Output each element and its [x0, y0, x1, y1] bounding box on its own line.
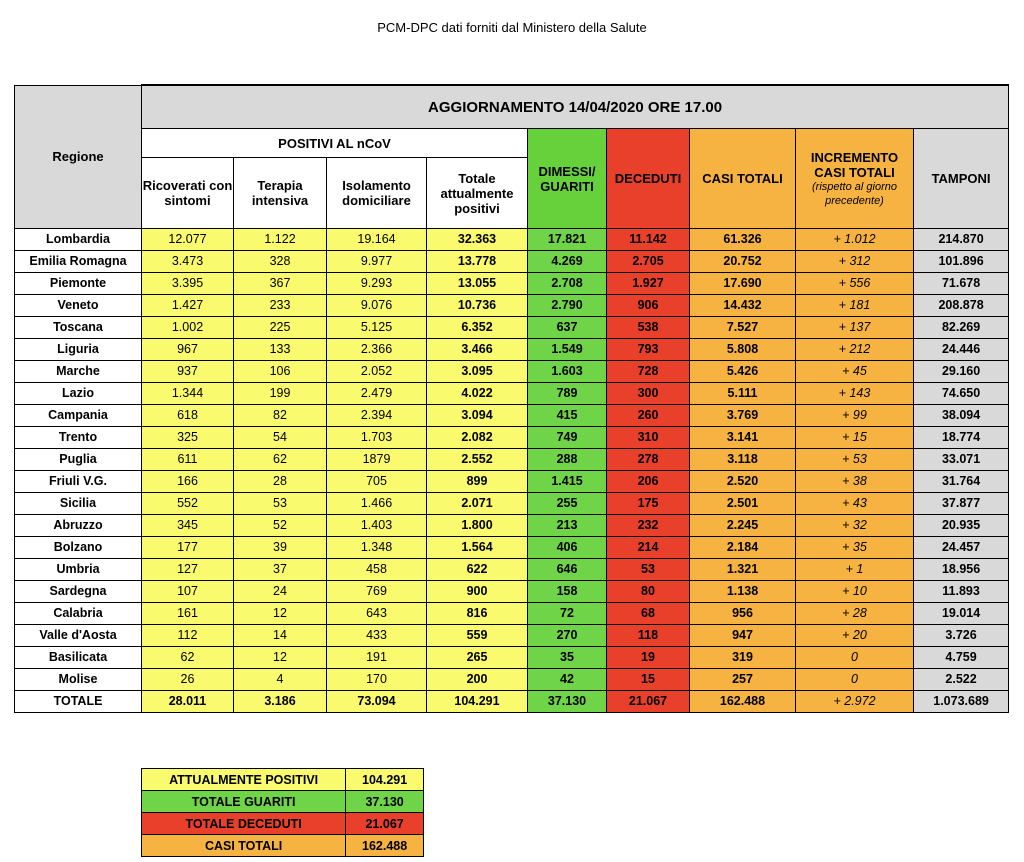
cell-dimessi: 749	[528, 427, 607, 449]
cell-casi-totali: 3.141	[690, 427, 796, 449]
cell-isolamento: 9.293	[327, 273, 427, 295]
cell-terapia: 54	[234, 427, 327, 449]
cell-region: Toscana	[15, 317, 142, 339]
cell-dimessi: 789	[528, 383, 607, 405]
table-row	[15, 537, 1009, 559]
header-incremento	[796, 129, 914, 229]
header-deceduti: DECEDUTI	[607, 129, 690, 229]
cell-terapia: 133	[234, 339, 327, 361]
cell-incremento: + 137	[796, 317, 914, 339]
total-terapia: 3.186	[234, 691, 327, 713]
cell-deceduti: 206	[607, 471, 690, 493]
cell-dimessi: 2.708	[528, 273, 607, 295]
cell-ricoverati: 618	[142, 405, 234, 427]
cell-ricoverati: 26	[142, 669, 234, 691]
total-deceduti: 21.067	[607, 691, 690, 713]
cell-incremento: + 10	[796, 581, 914, 603]
cell-dimessi: 415	[528, 405, 607, 427]
cell-totale-positivi: 10.736	[427, 295, 528, 317]
cell-region: Valle d'Aosta	[15, 625, 142, 647]
cell-isolamento: 1.403	[327, 515, 427, 537]
cell-region: Calabria	[15, 603, 142, 625]
cell-dimessi: 1.415	[528, 471, 607, 493]
cell-isolamento: 1.703	[327, 427, 427, 449]
cell-dimessi: 4.269	[528, 251, 607, 273]
cell-totale-positivi: 32.363	[427, 229, 528, 251]
cell-incremento: + 143	[796, 383, 914, 405]
cell-deceduti: 310	[607, 427, 690, 449]
cell-ricoverati: 967	[142, 339, 234, 361]
cell-tamponi: 24.446	[914, 339, 1009, 361]
cell-tamponi: 18.956	[914, 559, 1009, 581]
cell-casi-totali: 947	[690, 625, 796, 647]
table-row	[15, 471, 1009, 493]
table-row	[15, 515, 1009, 537]
table-row	[15, 427, 1009, 449]
cell-dimessi: 1.549	[528, 339, 607, 361]
table-row	[15, 603, 1009, 625]
cell-deceduti: 232	[607, 515, 690, 537]
table-row	[15, 625, 1009, 647]
cell-tamponi: 214.870	[914, 229, 1009, 251]
cell-tamponi: 82.269	[914, 317, 1009, 339]
cell-region: Marche	[15, 361, 142, 383]
cell-casi-totali: 5.426	[690, 361, 796, 383]
cell-terapia: 225	[234, 317, 327, 339]
cell-deceduti: 278	[607, 449, 690, 471]
cell-tamponi: 71.678	[914, 273, 1009, 295]
cell-casi-totali: 7.527	[690, 317, 796, 339]
cell-region: Bolzano	[15, 537, 142, 559]
cell-deceduti: 80	[607, 581, 690, 603]
cell-region: Friuli V.G.	[15, 471, 142, 493]
cell-region: Liguria	[15, 339, 142, 361]
cell-dimessi: 158	[528, 581, 607, 603]
header-regione: Regione	[15, 85, 142, 229]
cell-incremento: + 32	[796, 515, 914, 537]
cell-ricoverati: 177	[142, 537, 234, 559]
cell-tamponi: 37.877	[914, 493, 1009, 515]
summary-row	[142, 835, 424, 857]
cell-totale-positivi: 3.095	[427, 361, 528, 383]
cell-ricoverati: 611	[142, 449, 234, 471]
cell-ricoverati: 937	[142, 361, 234, 383]
cell-ricoverati: 112	[142, 625, 234, 647]
cell-dimessi: 270	[528, 625, 607, 647]
cell-tamponi: 11.893	[914, 581, 1009, 603]
total-isolamento: 73.094	[327, 691, 427, 713]
cell-ricoverati: 62	[142, 647, 234, 669]
table-row	[15, 449, 1009, 471]
cell-terapia: 62	[234, 449, 327, 471]
cell-region: Trento	[15, 427, 142, 449]
cell-casi-totali: 3.118	[690, 449, 796, 471]
cell-incremento: + 35	[796, 537, 914, 559]
cell-dimessi: 406	[528, 537, 607, 559]
cell-casi-totali: 14.432	[690, 295, 796, 317]
cell-deceduti: 906	[607, 295, 690, 317]
summary-row	[142, 791, 424, 813]
cell-terapia: 37	[234, 559, 327, 581]
cell-terapia: 24	[234, 581, 327, 603]
cell-isolamento: 9.977	[327, 251, 427, 273]
cell-incremento: + 38	[796, 471, 914, 493]
table-row	[15, 339, 1009, 361]
table-row	[15, 295, 1009, 317]
cell-terapia: 233	[234, 295, 327, 317]
cell-deceduti: 300	[607, 383, 690, 405]
summary-row	[142, 813, 424, 835]
cell-totale-positivi: 2.082	[427, 427, 528, 449]
cell-incremento: 0	[796, 669, 914, 691]
cell-isolamento: 458	[327, 559, 427, 581]
cell-casi-totali: 20.752	[690, 251, 796, 273]
cell-tamponi: 31.764	[914, 471, 1009, 493]
cell-totale-positivi: 1.564	[427, 537, 528, 559]
cell-incremento: + 45	[796, 361, 914, 383]
cell-isolamento: 1.466	[327, 493, 427, 515]
cell-totale-positivi: 4.022	[427, 383, 528, 405]
cell-tamponi: 33.071	[914, 449, 1009, 471]
cell-casi-totali: 2.501	[690, 493, 796, 515]
summary-table	[141, 768, 424, 857]
header-incremento-note: (rispetto al giorno precedente)	[812, 180, 897, 207]
cell-incremento: + 20	[796, 625, 914, 647]
cell-tamponi: 19.014	[914, 603, 1009, 625]
cell-region: Lombardia	[15, 229, 142, 251]
summary-label: TOTALE GUARITI	[142, 791, 346, 813]
cell-isolamento: 433	[327, 625, 427, 647]
cell-totale-positivi: 900	[427, 581, 528, 603]
cell-casi-totali: 956	[690, 603, 796, 625]
cell-casi-totali: 17.690	[690, 273, 796, 295]
cell-terapia: 367	[234, 273, 327, 295]
cell-ricoverati: 1.344	[142, 383, 234, 405]
cell-ricoverati: 161	[142, 603, 234, 625]
cell-ricoverati: 1.427	[142, 295, 234, 317]
cell-ricoverati: 107	[142, 581, 234, 603]
cell-tamponi: 24.457	[914, 537, 1009, 559]
header-ricoverati: Ricoverati con sintomi	[142, 158, 234, 229]
cell-isolamento: 9.076	[327, 295, 427, 317]
cell-isolamento: 769	[327, 581, 427, 603]
summary-label: CASI TOTALI	[142, 835, 346, 857]
total-dimessi: 37.130	[528, 691, 607, 713]
cell-region: Molise	[15, 669, 142, 691]
cell-terapia: 14	[234, 625, 327, 647]
cell-ricoverati: 3.395	[142, 273, 234, 295]
cell-tamponi: 101.896	[914, 251, 1009, 273]
table-row	[15, 559, 1009, 581]
cell-tamponi: 29.160	[914, 361, 1009, 383]
summary-label: ATTUALMENTE POSITIVI	[142, 769, 346, 791]
cell-deceduti: 214	[607, 537, 690, 559]
cell-isolamento: 2.479	[327, 383, 427, 405]
cell-incremento: + 556	[796, 273, 914, 295]
cell-deceduti: 175	[607, 493, 690, 515]
cell-region: Sardegna	[15, 581, 142, 603]
cell-incremento: + 212	[796, 339, 914, 361]
cell-terapia: 53	[234, 493, 327, 515]
cell-incremento: + 99	[796, 405, 914, 427]
cell-terapia: 1.122	[234, 229, 327, 251]
cell-region: Lazio	[15, 383, 142, 405]
table-row	[15, 317, 1009, 339]
cell-terapia: 328	[234, 251, 327, 273]
cell-ricoverati: 552	[142, 493, 234, 515]
cell-deceduti: 118	[607, 625, 690, 647]
cell-totale-positivi: 13.778	[427, 251, 528, 273]
cell-region: Abruzzo	[15, 515, 142, 537]
cell-ricoverati: 3.473	[142, 251, 234, 273]
cell-deceduti: 728	[607, 361, 690, 383]
cell-dimessi: 72	[528, 603, 607, 625]
cell-dimessi: 637	[528, 317, 607, 339]
cell-tamponi: 74.650	[914, 383, 1009, 405]
cell-totale-positivi: 1.800	[427, 515, 528, 537]
cell-terapia: 28	[234, 471, 327, 493]
cell-totale-positivi: 200	[427, 669, 528, 691]
cell-incremento: + 53	[796, 449, 914, 471]
cell-ricoverati: 1.002	[142, 317, 234, 339]
header-tamponi: TAMPONI	[914, 129, 1009, 229]
cell-terapia: 39	[234, 537, 327, 559]
cell-region: Piemonte	[15, 273, 142, 295]
cell-casi-totali: 2.245	[690, 515, 796, 537]
cell-region: Umbria	[15, 559, 142, 581]
cell-dimessi: 646	[528, 559, 607, 581]
table-row	[15, 581, 1009, 603]
cell-terapia: 12	[234, 647, 327, 669]
cell-dimessi: 288	[528, 449, 607, 471]
total-totale-positivi: 104.291	[427, 691, 528, 713]
cell-totale-positivi: 3.466	[427, 339, 528, 361]
cell-totale-positivi: 899	[427, 471, 528, 493]
table-row	[15, 405, 1009, 427]
cell-isolamento: 19.164	[327, 229, 427, 251]
cell-deceduti: 19	[607, 647, 690, 669]
cell-incremento: + 43	[796, 493, 914, 515]
cell-isolamento: 1.348	[327, 537, 427, 559]
header-positivi: POSITIVI AL nCoV	[142, 129, 528, 158]
table-row	[15, 493, 1009, 515]
cell-deceduti: 53	[607, 559, 690, 581]
cell-casi-totali: 2.184	[690, 537, 796, 559]
table-row	[15, 251, 1009, 273]
cell-casi-totali: 1.321	[690, 559, 796, 581]
cell-incremento: + 181	[796, 295, 914, 317]
cell-casi-totali: 5.111	[690, 383, 796, 405]
table-row	[15, 229, 1009, 251]
table-body	[15, 229, 1009, 713]
cell-dimessi: 213	[528, 515, 607, 537]
header-incremento-label: INCREMENTO CASI TOTALI	[810, 149, 899, 180]
header-casi-totali: CASI TOTALI	[690, 129, 796, 229]
cell-totale-positivi: 2.071	[427, 493, 528, 515]
cell-region: Campania	[15, 405, 142, 427]
header-terapia: Terapia intensiva	[234, 158, 327, 229]
table-row	[15, 273, 1009, 295]
cell-deceduti: 1.927	[607, 273, 690, 295]
cell-dimessi: 1.603	[528, 361, 607, 383]
cell-tamponi: 20.935	[914, 515, 1009, 537]
cell-totale-positivi: 13.055	[427, 273, 528, 295]
cell-deceduti: 538	[607, 317, 690, 339]
cell-region: Puglia	[15, 449, 142, 471]
table-row	[15, 669, 1009, 691]
cell-casi-totali: 61.326	[690, 229, 796, 251]
cell-tamponi: 208.878	[914, 295, 1009, 317]
cell-ricoverati: 127	[142, 559, 234, 581]
total-ricoverati: 28.011	[142, 691, 234, 713]
summary-value: 104.291	[346, 769, 424, 791]
summary-row	[142, 769, 424, 791]
summary-value: 37.130	[346, 791, 424, 813]
cell-incremento: 0	[796, 647, 914, 669]
cell-isolamento: 2.052	[327, 361, 427, 383]
cell-isolamento: 643	[327, 603, 427, 625]
cell-region: Basilicata	[15, 647, 142, 669]
cell-tamponi: 2.522	[914, 669, 1009, 691]
cell-totale-positivi: 559	[427, 625, 528, 647]
cell-casi-totali: 5.808	[690, 339, 796, 361]
total-row	[15, 691, 1009, 713]
summary-label: TOTALE DECEDUTI	[142, 813, 346, 835]
cell-isolamento: 1879	[327, 449, 427, 471]
cell-tamponi: 18.774	[914, 427, 1009, 449]
cell-isolamento: 170	[327, 669, 427, 691]
cell-terapia: 12	[234, 603, 327, 625]
header-dimessi: DIMESSI/ GUARITI	[528, 129, 607, 229]
total-casi-totali: 162.488	[690, 691, 796, 713]
cell-terapia: 199	[234, 383, 327, 405]
cell-incremento: + 15	[796, 427, 914, 449]
cell-deceduti: 68	[607, 603, 690, 625]
page-title: PCM-DPC dati forniti dal Ministero della Salute	[377, 20, 647, 35]
cell-tamponi: 3.726	[914, 625, 1009, 647]
total-tamponi: 1.073.689	[914, 691, 1009, 713]
header-totale-positivi: Totale attualmente positivi	[427, 158, 528, 229]
cell-deceduti: 260	[607, 405, 690, 427]
cell-isolamento: 5.125	[327, 317, 427, 339]
cell-isolamento: 2.366	[327, 339, 427, 361]
cell-casi-totali: 2.520	[690, 471, 796, 493]
cell-totale-positivi: 265	[427, 647, 528, 669]
cell-casi-totali: 257	[690, 669, 796, 691]
cell-ricoverati: 325	[142, 427, 234, 449]
cell-terapia: 52	[234, 515, 327, 537]
cell-deceduti: 11.142	[607, 229, 690, 251]
cell-casi-totali: 1.138	[690, 581, 796, 603]
cell-dimessi: 2.790	[528, 295, 607, 317]
cell-casi-totali: 3.769	[690, 405, 796, 427]
header-banner: AGGIORNAMENTO 14/04/2020 ORE 17.00	[142, 85, 1009, 129]
cell-incremento: + 28	[796, 603, 914, 625]
cell-dimessi: 35	[528, 647, 607, 669]
cell-incremento: + 1	[796, 559, 914, 581]
cell-tamponi: 4.759	[914, 647, 1009, 669]
cell-isolamento: 191	[327, 647, 427, 669]
summary-value: 162.488	[346, 835, 424, 857]
cell-totale-positivi: 2.552	[427, 449, 528, 471]
cell-region: Emilia Romagna	[15, 251, 142, 273]
cell-ricoverati: 345	[142, 515, 234, 537]
table-row	[15, 361, 1009, 383]
total-region: TOTALE	[15, 691, 142, 713]
cell-totale-positivi: 3.094	[427, 405, 528, 427]
cell-dimessi: 255	[528, 493, 607, 515]
cell-totale-positivi: 6.352	[427, 317, 528, 339]
total-incremento: + 2.972	[796, 691, 914, 713]
cell-region: Sicilia	[15, 493, 142, 515]
cell-incremento: + 1.012	[796, 229, 914, 251]
cell-isolamento: 2.394	[327, 405, 427, 427]
cell-region: Veneto	[15, 295, 142, 317]
table-row	[15, 647, 1009, 669]
cell-dimessi: 42	[528, 669, 607, 691]
cell-isolamento: 705	[327, 471, 427, 493]
cell-incremento: + 312	[796, 251, 914, 273]
cell-totale-positivi: 816	[427, 603, 528, 625]
cell-dimessi: 17.821	[528, 229, 607, 251]
cell-deceduti: 2.705	[607, 251, 690, 273]
covid-data-table	[14, 84, 1009, 713]
summary-value: 21.067	[346, 813, 424, 835]
cell-terapia: 4	[234, 669, 327, 691]
cell-casi-totali: 319	[690, 647, 796, 669]
table-row	[15, 383, 1009, 405]
cell-deceduti: 793	[607, 339, 690, 361]
summary-body	[142, 769, 424, 857]
cell-tamponi: 38.094	[914, 405, 1009, 427]
cell-deceduti: 15	[607, 669, 690, 691]
cell-ricoverati: 12.077	[142, 229, 234, 251]
cell-ricoverati: 166	[142, 471, 234, 493]
header-isolamento: Isolamento domiciliare	[327, 158, 427, 229]
cell-totale-positivi: 622	[427, 559, 528, 581]
cell-terapia: 82	[234, 405, 327, 427]
cell-terapia: 106	[234, 361, 327, 383]
